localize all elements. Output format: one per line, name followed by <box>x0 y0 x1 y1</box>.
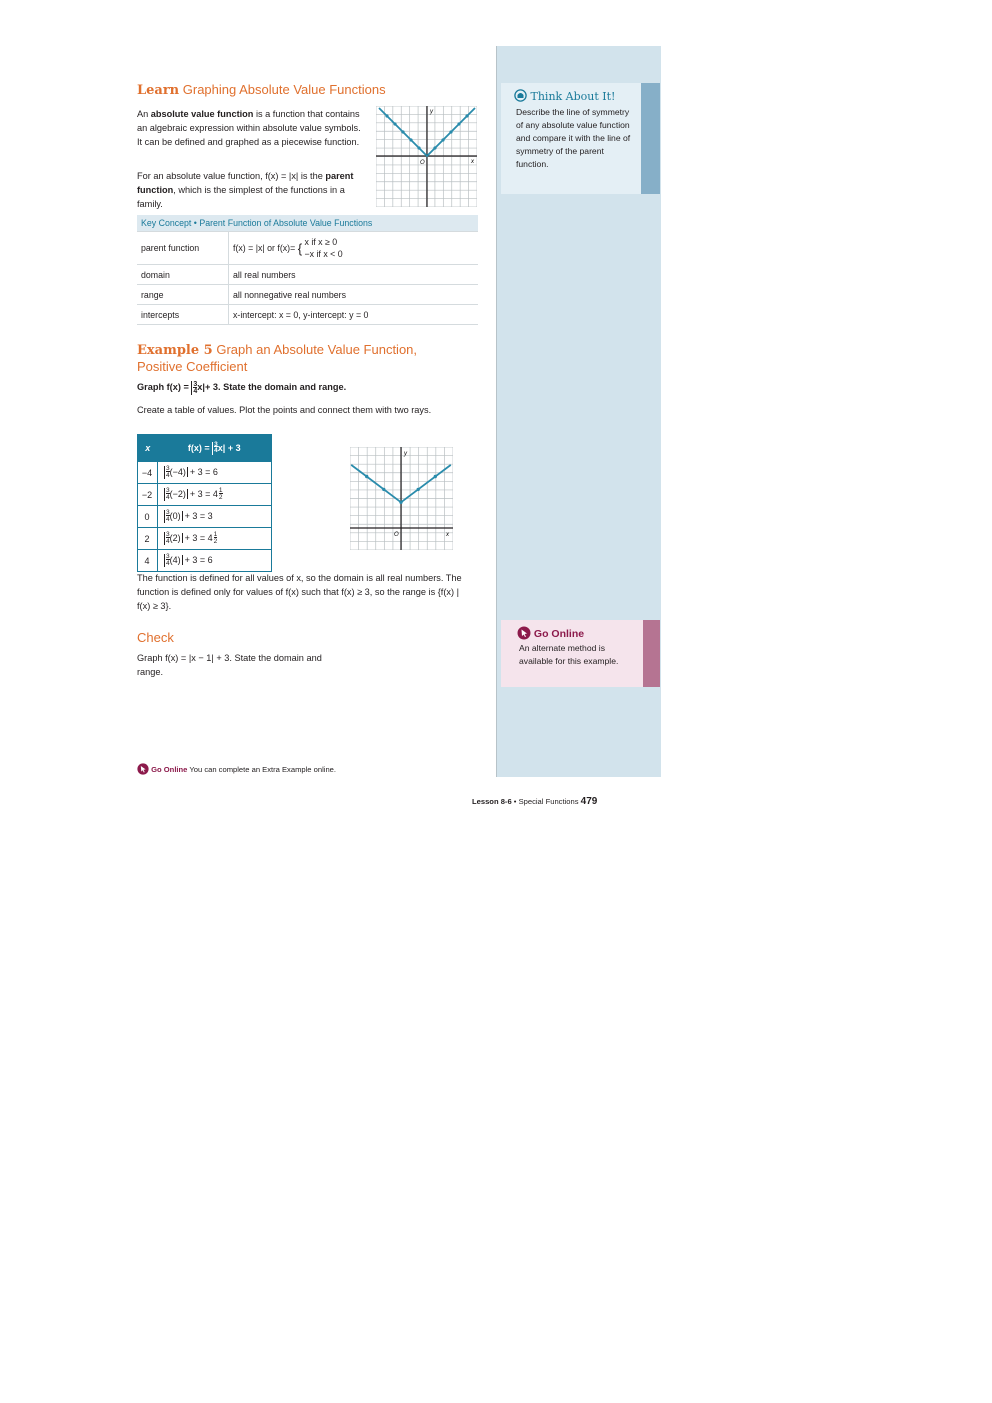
col-f-header <box>158 435 272 462</box>
result: + 3 = 6 <box>189 466 218 477</box>
footer-online-label: Go Online <box>151 765 188 774</box>
learn-label: Learn <box>137 83 180 98</box>
cell-fx <box>158 506 272 528</box>
y-axis-label: y <box>404 451 407 457</box>
numerator: 3 <box>166 553 170 560</box>
example-prompt <box>137 380 346 395</box>
text: Graph f(x) = <box>137 382 192 392</box>
denominator: 4 <box>166 471 170 479</box>
text: For an absolute value function, f(x) = |x| is the <box>137 171 326 181</box>
cell-x: 2 <box>138 528 158 550</box>
text: f(x) = <box>187 442 213 453</box>
text: An <box>137 109 151 119</box>
example-title: Graph an Absolute Value Function, Positive Coefficient <box>137 342 418 374</box>
check-heading: Check <box>137 630 174 645</box>
col-x-header: x <box>138 435 158 462</box>
denominator: 2 <box>213 537 218 545</box>
denominator: 4 <box>214 447 218 454</box>
x-axis-label: x <box>471 159 474 165</box>
denominator: 2 <box>218 493 223 501</box>
argument: (−2) <box>169 488 186 499</box>
denominator: 4 <box>166 515 170 523</box>
footer-lesson <box>472 796 597 807</box>
fraction <box>164 532 170 545</box>
numerator: 3 <box>166 487 170 494</box>
row-value <box>229 232 479 265</box>
go-online-text: An alternate method is available for this example. <box>519 643 619 666</box>
example-instructions: Create a table of values. Plot the points and connect them with two rays. <box>137 405 432 415</box>
example-label: Example 5 <box>137 343 213 358</box>
piecewise-cases <box>305 236 343 260</box>
go-online-cursor-icon <box>517 626 531 640</box>
row-label: parent function <box>137 232 229 265</box>
key-concept-table <box>137 215 478 325</box>
go-online-title[interactable] <box>517 626 584 640</box>
text: x| + 3 <box>217 442 241 453</box>
parent-function-graph <box>376 106 477 207</box>
result: + 3 = 4 <box>184 532 213 543</box>
fraction <box>164 554 170 567</box>
think-head-icon <box>514 89 527 102</box>
plotted-point <box>399 501 402 504</box>
numerator: 1 <box>213 531 218 538</box>
piecewise-lhs: f(x) = |x| or f(x)= <box>233 243 296 253</box>
argument: (4) <box>169 554 181 565</box>
numerator: 3 <box>214 440 218 448</box>
text: , which is the simplest of the functions in a family. <box>137 185 345 209</box>
learn-title: Graphing Absolute Value Functions <box>182 82 386 97</box>
table-row <box>137 265 478 285</box>
brace: { <box>297 240 303 256</box>
result: + 3 = 3 <box>184 510 213 521</box>
check-text: Graph f(x) = |x − 1| + 3. State the domain and range. <box>137 653 322 677</box>
page-number: 479 <box>580 796 598 807</box>
origin-label: O <box>420 160 425 166</box>
numerator: 3 <box>166 465 170 472</box>
case-1: x if x ≥ 0 <box>304 237 338 247</box>
row-value: x-intercept: x = 0, y-intercept: y = 0 <box>229 305 479 325</box>
lesson-label: Lesson 8-6 <box>472 797 512 806</box>
row-value: all nonnegative real numbers <box>229 285 479 305</box>
result: + 3 = 6 <box>184 554 213 565</box>
cell-fx <box>158 550 272 572</box>
fraction <box>164 488 170 501</box>
result: + 3 = 4 <box>189 488 218 499</box>
think-about-it-text: Describe the line of symmetry of any absolute value function and compare it with the line of symmetry of the parent function. <box>516 107 631 169</box>
key-concept-header: Key Concept • Parent Function of Absolute Value Functions <box>137 215 478 232</box>
go-online-cursor-icon <box>137 763 149 775</box>
plotted-point <box>382 488 385 491</box>
denominator: 4 <box>166 537 170 545</box>
learn-paragraph-1 <box>137 107 365 149</box>
argument: (2) <box>169 532 181 543</box>
row-label: domain <box>137 265 229 285</box>
think-about-it-tab <box>641 83 660 194</box>
table-row <box>138 506 272 528</box>
numerator: 3 <box>193 380 198 388</box>
plotted-point <box>417 488 420 491</box>
cell-fx <box>158 484 272 506</box>
learn-heading <box>137 82 386 98</box>
footer-online-text: You can complete an Extra Example online. <box>187 765 337 774</box>
plotted-point <box>365 475 368 478</box>
denominator: 4 <box>166 493 170 501</box>
term-absolute-value-function: absolute value function <box>150 109 254 119</box>
row-label: range <box>137 285 229 305</box>
cell-x: −2 <box>138 484 158 506</box>
cell-x: −4 <box>138 462 158 484</box>
table-row <box>138 484 272 506</box>
numerator: 3 <box>166 509 170 516</box>
cell-fx <box>158 528 272 550</box>
term-parent-function: parent function <box>137 171 354 195</box>
y-axis-label: y <box>430 109 433 115</box>
table-row <box>138 550 272 572</box>
footer-go-online[interactable] <box>137 763 336 775</box>
text: Go Online <box>533 628 585 640</box>
origin-label: O <box>394 532 399 538</box>
example-heading <box>137 342 457 375</box>
half-fraction <box>219 488 223 501</box>
lesson-title: Special Functions <box>518 797 579 806</box>
fraction <box>164 466 170 479</box>
argument: (0) <box>169 510 181 521</box>
cell-x: 4 <box>138 550 158 572</box>
table-row <box>137 305 478 325</box>
half-fraction <box>214 532 218 545</box>
table-row <box>137 285 478 305</box>
table-row <box>137 232 478 265</box>
cell-x: 0 <box>138 506 158 528</box>
row-value: all real numbers <box>229 265 479 285</box>
learn-paragraph-2 <box>137 169 365 211</box>
denominator: 4 <box>166 559 170 567</box>
values-table <box>137 434 272 572</box>
table-row <box>138 528 272 550</box>
text: is a function that contains an algebraic expression within absolute value symbols. It can be defined and graphed as a piecewise function. <box>137 109 361 147</box>
cell-fx <box>158 462 272 484</box>
think-about-it-title <box>514 89 615 103</box>
example-conclusion: The function is defined for all values of x, so the domain is all real numbers. The function is defined only for values of f(x) such that f(x) ≥ 3, so the range is {f(x) | f(x) ≥ 3}. <box>137 573 462 611</box>
table-row <box>138 462 272 484</box>
x-axis-label: x <box>446 532 449 538</box>
denominator: 4 <box>193 387 198 395</box>
numerator: 3 <box>166 531 170 538</box>
separator: • <box>511 797 519 806</box>
argument: (−4) <box>169 466 186 477</box>
fraction <box>164 510 170 523</box>
numerator: 1 <box>218 487 223 494</box>
case-2: −x if x < 0 <box>304 249 343 259</box>
example-graph <box>350 447 453 550</box>
go-online-tab <box>643 620 660 687</box>
plotted-point <box>434 475 437 478</box>
row-label: intercepts <box>137 305 229 325</box>
text: Think About It! <box>530 90 616 103</box>
text: x|+ 3. State the domain and range. <box>197 382 347 392</box>
